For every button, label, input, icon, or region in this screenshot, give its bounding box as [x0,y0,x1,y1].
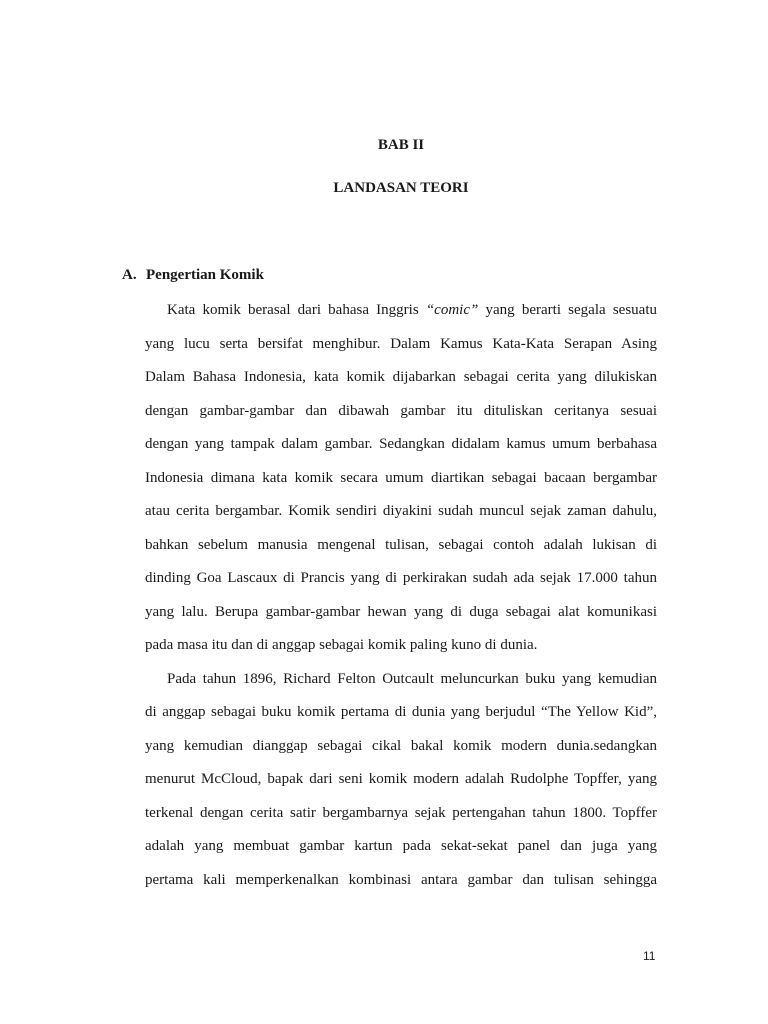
paragraph-2-line: Pada tahun 1896, Richard Felton Outcault meluncurkan buku yang kemudian [167,670,657,687]
paragraph-2-line: menurut McCloud, bapak dari seni komik modern adalah Rudolphe Topffer, yang [145,771,657,787]
paragraph-1-line: dinding Goa Lascaux di Prancis yang di perkirakan sudah ada sejak 17.000 tahun [145,570,657,586]
chapter-title: LANDASAN TEORI [333,180,469,196]
paragraph-1-line: Indonesia dimana kata komik secara umum diartikan sebagai bacaan bergambar [145,469,657,486]
paragraph-1-line: Dalam Bahasa Indonesia, kata komik dijabarkan sebagai cerita yang dilukiskan [145,369,657,385]
paragraph-2-line: yang kemudian dianggap sebagai cikal bakal komik modern dunia.sedangkan [145,737,657,754]
body-text [145,297,657,900]
paragraph-1-line: atau cerita bergambar. Komik sendiri diyakini sudah muncul sejak zaman dahulu, [145,503,657,519]
paragraph-1-line: yang lucu serta bersifat menghibur. Dalam Kamus Kata-Kata Serapan Asing [145,335,657,352]
page-number: 11 [643,949,656,963]
paragraph-2-line: di anggap sebagai buku komik pertama di dunia yang berjudul “The Yellow Kid”, [145,704,657,720]
paragraph-1-line: dengan gambar-gambar dan dibawah gambar itu dituliskan ceritanya sesuai [145,402,657,419]
paragraph-2-line: adalah yang membuat gambar kartun pada sekat-sekat panel dan juga yang [145,838,657,854]
paragraph-1-line: Kata komik berasal dari bahasa Inggris “comic” yang berarti segala sesuatu [167,302,658,318]
paragraph-1-line: bahkan sebelum manusia mengenal tulisan, sebagai contoh adalah lukisan di [145,536,657,553]
paragraph-2-line: pertama kali memperkenalkan kombinasi antara gambar dan tulisan sehingga [145,871,657,888]
paragraph-1-line: yang lalu. Berupa gambar-gambar hewan yang di duga sebagai alat komunikasi [145,603,657,620]
paragraph-1-line: pada masa itu dan di anggap sebagai komik paling kuno di dunia. [145,637,538,653]
section-title: Pengertian Komik [146,267,264,283]
chapter-number: BAB II [377,137,425,153]
section-marker: A. [122,267,137,283]
paragraph-2-line: terkenal dengan cerita satir bergambarnya sejak pertengahan tahun 1800. Topffer [145,804,657,821]
italic-term: “comic” [425,302,479,318]
paragraph-1-line: dengan yang tampak dalam gambar. Sedangkan didalam kamus umum berbahasa [145,436,657,452]
section-heading [122,267,264,284]
